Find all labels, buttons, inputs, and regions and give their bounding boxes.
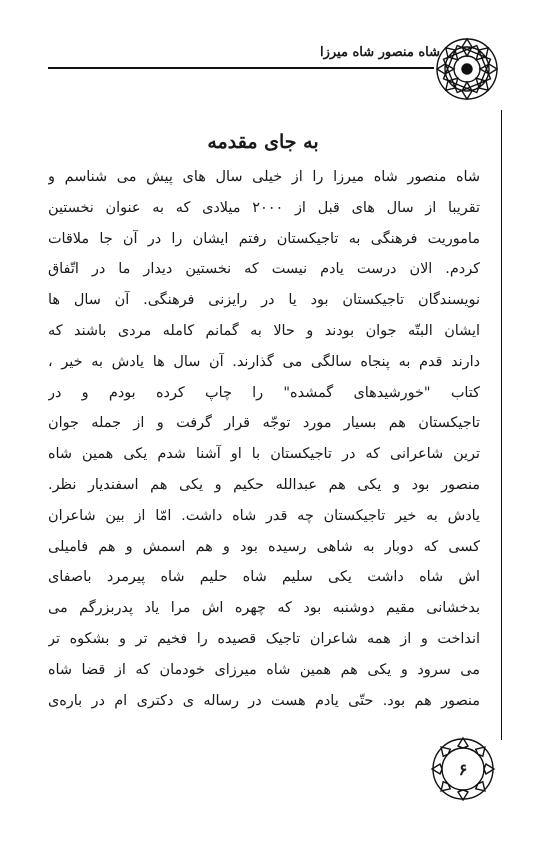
text-line: کتاب "خورشیدهای گمشده" را چاپ کرده بودم و در — [48, 384, 480, 401]
text-line: کردم. الان درست یادم نیست که نخستین دیدار ما در اتّفاق — [48, 261, 480, 278]
text-line: اش شاه داشت یکی سلیم شاه حلیم شاه پیرمرد باصفای — [48, 569, 480, 586]
text-line: ایشان البتّه جوان بودند و حالا به گمانم کامله مردی باشند که — [48, 322, 480, 339]
body-text — [48, 162, 480, 716]
running-title: شاه منصور شاه میرزا — [319, 45, 440, 60]
text-line: انداخت و از همه شاعران تاجیک قصیده را فخیم تر و بشکوه تر — [48, 630, 480, 647]
text-line: منصور بود و یکی هم عبدالله حکیم و یکی هم اسفندیار نظر. — [48, 476, 480, 493]
text-line: بدخشانی مقیم دوشنبه بود که چهره اش مرا یاد پدربزرگم می — [48, 600, 480, 617]
text-line: کسی که دوبار به شاهی رسیده بود و هم اسمش و هم فامیلی — [48, 538, 480, 555]
section-heading: به جای مقدمه — [207, 130, 319, 153]
text-line: می سرود و یکی هم همین شاه میرزای خودمان که از قضا شاه — [48, 661, 480, 678]
text-line: دارند قدم به پنجاه سالگی می گذارند. آن سال ها یادش به خیر ، — [48, 353, 480, 370]
text-line: تاجیکستان هم بسیار مورد توجّه قرار گرفت و از جمله جوان — [48, 415, 480, 432]
text-line: منصور هم بود. حتّی یادم هست در رساله ی دکتری ام در باره‌ی — [48, 692, 480, 709]
header-rule — [48, 67, 434, 69]
text-line: ماموریت فرهنگی به تاجیکستان رفتم ایشان را در آن جا ملاقات — [48, 230, 480, 247]
text-line: شاه منصور شاه میرزا را از خیلی سال های پیش می شناسم و — [48, 169, 480, 185]
text-line: ترین شاعرانی که در تاجیکستان با او آشنا شدم یکی همین شاه — [48, 446, 480, 463]
text-line: تقریبا از سال های قبل از ۲۰۰۰ میلادی که به عنوان نخستین — [48, 199, 480, 216]
vertical-margin-rule — [501, 110, 502, 740]
rosette-ornament-icon — [434, 36, 500, 102]
page-number: ۶ — [458, 760, 468, 779]
text-line: یادش به خیر تاجیکستان چه قدر شاه داشت. امّا از بین شاعران — [48, 507, 480, 524]
text-line: نویسندگان تاجیکستان بود یا در رایزنی فرهنگی. آن سال ها — [48, 292, 480, 309]
